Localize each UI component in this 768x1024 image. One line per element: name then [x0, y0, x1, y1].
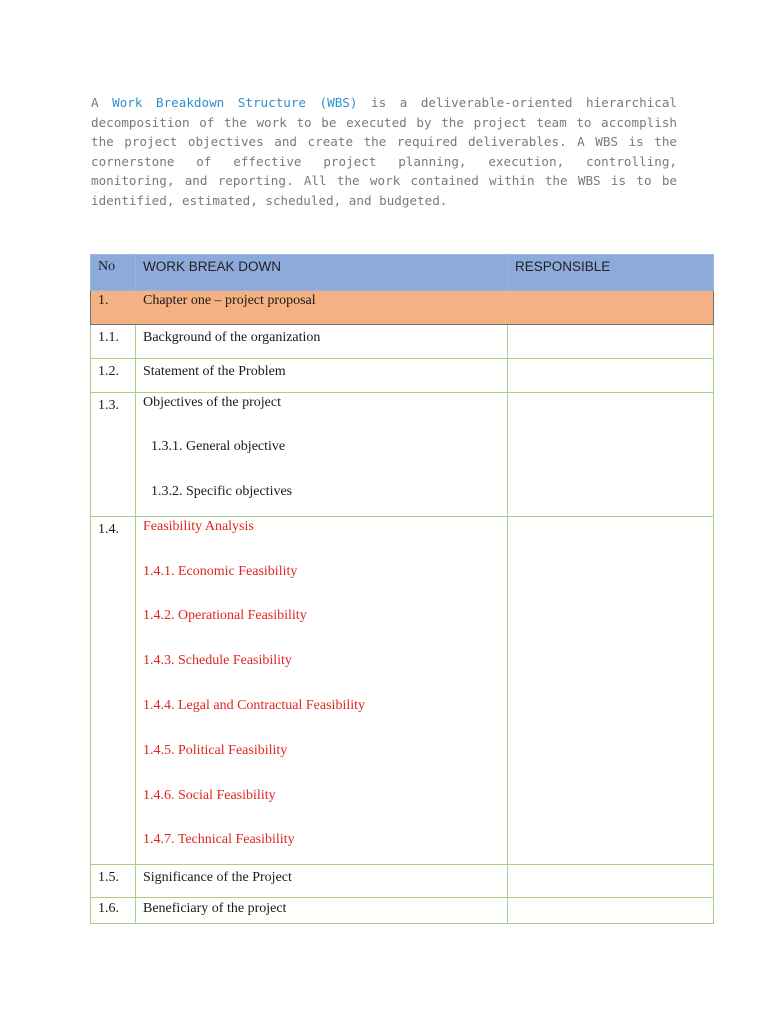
row-title: Statement of the Problem	[136, 359, 508, 393]
row-responsible	[508, 393, 714, 517]
sub-item: 1.3.2. Specific objectives	[151, 484, 293, 499]
row-responsible	[508, 325, 714, 359]
row-content	[136, 393, 508, 517]
row-title: Beneficiary of the project	[136, 898, 508, 924]
row-no: 1.1.	[91, 325, 136, 359]
intro-paragraph	[91, 93, 677, 211]
table-row	[91, 865, 714, 898]
wbs-term: Work Breakdown Structure (WBS)	[112, 95, 358, 110]
sub-item: 1.4.7. Technical Feasibility	[143, 832, 295, 847]
header-work-breakdown: WORK BREAK DOWN	[136, 255, 508, 291]
table-row	[91, 359, 714, 393]
sub-item: 1.4.1. Economic Feasibility	[143, 564, 298, 579]
intro-body: is a deliverable-oriented hierarchical decomposition of the work to be executed by the project team to accomplish the project objectives and create the required deliverables. A WBS is the cornerstone of effective project planning, execution, controlling, monitoring, and reporting. All the work contained within the WBS is to be identified, estimated, scheduled, and budgeted.	[91, 95, 677, 208]
row-no: 1.2.	[91, 359, 136, 393]
header-responsible: RESPONSIBLE	[508, 255, 714, 291]
table-row	[91, 325, 714, 359]
chapter-no: 1.	[91, 291, 136, 325]
row-content	[136, 517, 508, 865]
row-title: Feasibility Analysis	[143, 519, 254, 534]
row-no: 1.4.	[91, 517, 136, 865]
row-no: 1.3.	[91, 393, 136, 517]
sub-item: 1.4.2. Operational Feasibility	[143, 608, 307, 623]
table-row	[91, 517, 714, 865]
chapter-title: Chapter one – project proposal	[136, 291, 508, 325]
row-no: 1.5.	[91, 865, 136, 898]
table-row	[91, 898, 714, 924]
sub-item: 1.3.1. General objective	[151, 439, 286, 454]
sub-item: 1.4.4. Legal and Contractual Feasibility	[143, 698, 366, 713]
sub-item: 1.4.3. Schedule Feasibility	[143, 653, 292, 668]
row-title: Significance of the Project	[136, 865, 508, 898]
row-responsible	[508, 898, 714, 924]
row-responsible	[508, 517, 714, 865]
sub-item: 1.4.5. Political Feasibility	[143, 743, 288, 758]
sub-item: 1.4.6. Social Feasibility	[143, 788, 276, 803]
row-title: Objectives of the project	[143, 395, 282, 410]
row-responsible	[508, 359, 714, 393]
wbs-table	[90, 254, 714, 924]
row-responsible	[508, 865, 714, 898]
chapter-row	[91, 291, 714, 325]
table-header-row	[91, 255, 714, 291]
intro-lead: A	[91, 95, 99, 110]
row-no: 1.6.	[91, 898, 136, 924]
row-title: Background of the organization	[136, 325, 508, 359]
chapter-responsible	[508, 291, 714, 325]
table-row	[91, 393, 714, 517]
header-no: No	[91, 255, 136, 291]
